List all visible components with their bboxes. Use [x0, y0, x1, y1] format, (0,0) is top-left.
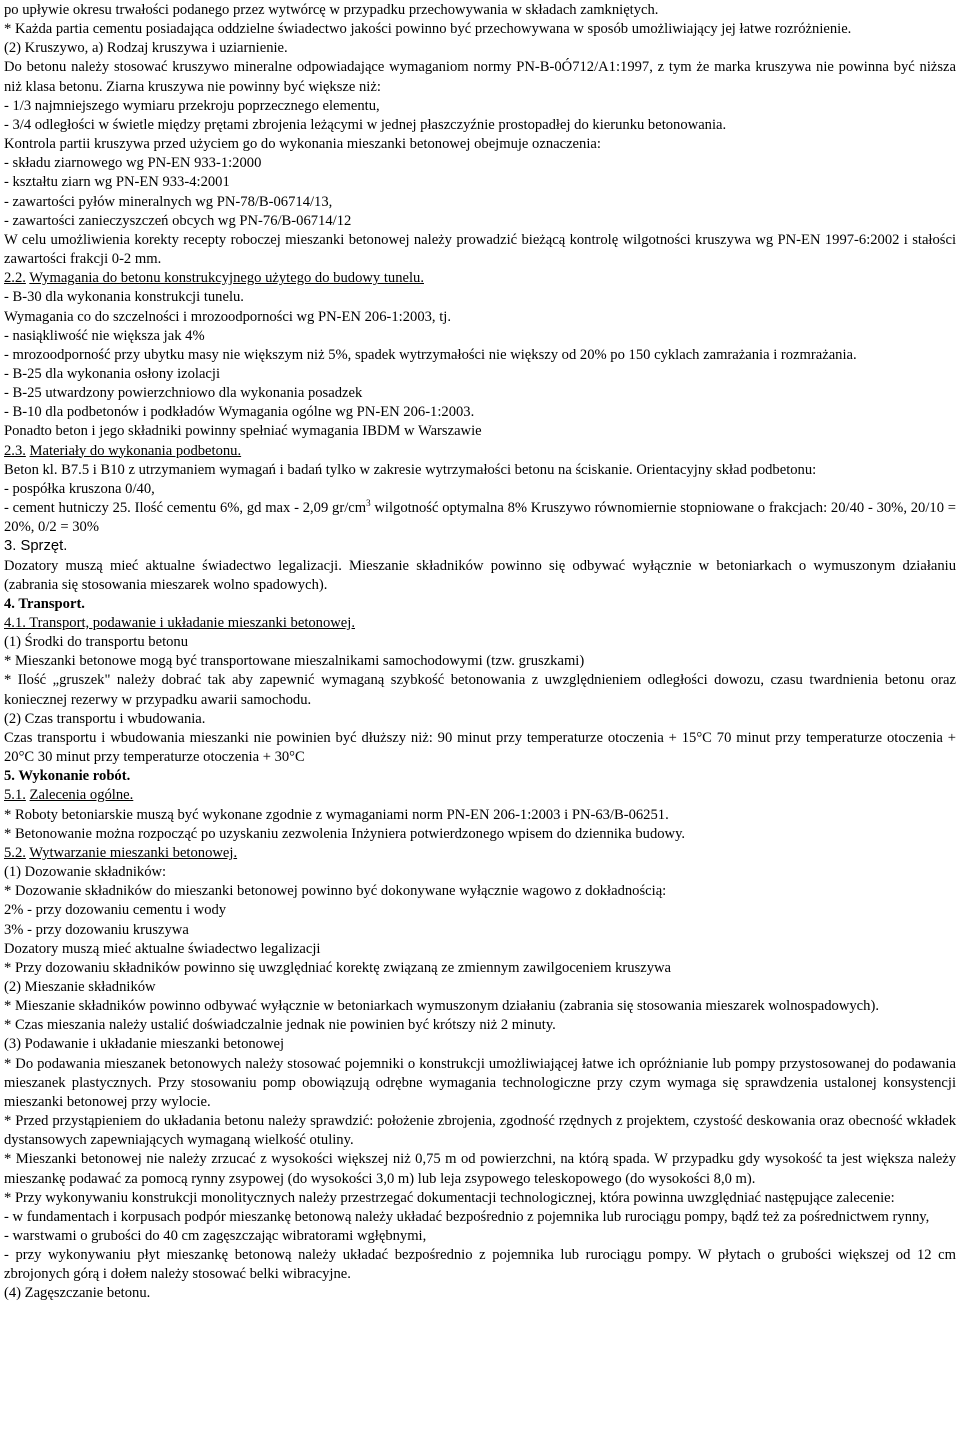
section-heading: (2) Kruszywo, a) Rodzaj kruszywa i uziarnienie.: [4, 40, 288, 57]
subheading: (2) Mieszanie składników: [4, 978, 156, 995]
text-fragment: wilgotność optymalna 8% Kruszywo równomiernie stopniowane o frakcjach: 20/40 - 30%, 20/10 = 20%, 0/2 = 30%: [4, 500, 957, 536]
subheading: (2) Czas transportu i wbudowania.: [4, 710, 206, 727]
list-item: * Czas mieszania należy ustalić doświadczalnie jednak nie powinien być krótszy niż 2 minuty.: [4, 1017, 556, 1034]
section-heading-2-2: [4, 269, 956, 288]
list-item: - nasiąkliwość nie większa jak 4%: [4, 327, 205, 344]
list-item: * Roboty betoniarskie muszą być wykonane zgodnie z wymaganiami norm PN-EN 206-1:2003 i PN-63/B-06251.: [4, 806, 669, 823]
paragraph: Czas transportu i wbudowania mieszanki nie powinien być dłuższy niż: 90 minut przy temperaturze otoczenia + 15°C 70 minut przy temperaturze otoczenia + 20°C 30 minut przy temperaturze otoczenia + 30°C: [4, 729, 956, 766]
list-item: - składu ziarnowego wg PN-EN 933-1:2000: [4, 155, 262, 172]
section-number: 5.2.: [4, 844, 26, 861]
subheading: (4) Zagęszczanie betonu.: [4, 1285, 151, 1302]
list-item: * Przy wykonywaniu konstrukcji monolitycznych należy przestrzegać dokumentacji technologicznej, która powinna uwzględniać następujące zalecenie:: [4, 1189, 895, 1206]
list-item: [4, 499, 956, 537]
list-item: - B-25 utwardzony powierzchniowo dla wykonania posadzek: [4, 385, 363, 402]
paragraph: Do betonu należy stosować kruszywo mineralne odpowiadające wymaganiom normy PN-B-0Ó712/A1:1997, z tym że marka kruszywa nie powinna być niższa niż klasa betonu. Ziarna kruszywa nie powinny być większe niż:: [4, 59, 956, 95]
list-item: * Ilość „gruszek" należy dobrać tak aby zapewnić wymaganą szybkość betonowania z uwzględnieniem odległości dowozu, czasu twardnienia betonu oraz koniecznej rezerwy w przypadku awarii samochodu.: [4, 672, 956, 708]
paragraph: Ponadto beton i jego składniki powinny spełniać wymagania IBDM w Warszawie: [4, 423, 482, 440]
section-heading-4-1: 4.1. Transport, podawanie i układanie mieszanki betonowej.: [4, 615, 355, 631]
text-fragment: - cement hutniczy 25. Ilość cementu 6%, gd max - 2,09 gr/cm: [4, 500, 367, 517]
paragraph: W celu umożliwienia korekty recepty roboczej mieszanki betonowej należy prowadzić bieżącą kontrolę wilgotności kruszywa wg PN-EN 1997-6:2002 i stałości zawartości frakcji 0-2 mm.: [4, 231, 956, 268]
section-heading-2-3: [4, 442, 956, 461]
list-item: * Mieszanki betonowej nie należy zrzucać z wysokości większej niż 0,75 m od powierzchni, na którą spada. W przypadku gdy wysokość ta jest większa należy mieszankę podawać za pomocą rynny zsypowej (do wysokości 3,0 m) lub leja zsypowego teleskopowego (do wysokości 8,0 m).: [4, 1151, 956, 1187]
list-item: - zawartości pyłów mineralnych wg PN-78/B-06714/13,: [4, 193, 333, 210]
list-item: - warstwami o grubości do 40 cm zagęszczając wibratorami wgłębnymi,: [4, 1228, 427, 1244]
section-heading-5-2: [4, 844, 956, 863]
text-line: 3% - przy dozowaniu kruszywa: [4, 921, 189, 938]
section-heading-5-1: [4, 786, 956, 805]
list-item: * Przy dozowaniu składników powinno się uwzględniać korektę związaną ze zmiennym zawilgoceniem kruszywa: [4, 959, 672, 976]
list-item: * Przed przystąpieniem do układania betonu należy sprawdzić: położenie zbrojenia, zgodność rzędnych z projektem, czystość deskowania oraz obecność wkładek dystansowych zapewniających wymaganą wielkość otuliny.: [4, 1113, 956, 1149]
section-number: 2.2.: [4, 270, 26, 287]
section-title: Wytwarzanie mieszanki betonowej.: [29, 844, 238, 861]
section-number: 2.3.: [4, 442, 26, 459]
subheading: (3) Podawanie i układanie mieszanki betonowej: [4, 1036, 285, 1053]
text-line: Dozatory muszą mieć aktualne świadectwo legalizacji: [4, 940, 321, 957]
superscript: 3: [366, 498, 371, 509]
paragraph: Dozatory muszą mieć aktualne świadectwo legalizacji. Mieszanie składników powinno się odbywać wyłącznie w betoniarkach o wymuszonym działaniu (zabrania się stosowania mieszarek wolno spadowych).: [4, 557, 956, 593]
section-number: 5.1.: [4, 787, 26, 804]
section-heading-4: 4. Transport.: [4, 595, 85, 612]
list-item: * Do podawania mieszanek betonowych należy stosować pojemniki o konstrukcji umożliwiającej łatwe ich opróżnianie lub pompy przystosowanej do podawania mieszanek plastycznych. Przy stosowaniu pomp obowiązują odrębne wymagania technologiczne przy czym wymaga się sprawdzenia ustalonej konsystencji mieszanki betonowej przy wylocie.: [4, 1055, 956, 1110]
section-heading-5: 5. Wykonanie robót.: [4, 768, 131, 785]
section-title: Zalecenia ogólne.: [29, 787, 134, 804]
list-item: * Dozowanie składników do mieszanki betonowej powinno być dokonywane wyłącznie wagowo z dokładnością:: [4, 883, 667, 900]
list-item: - 3/4 odległości w świetle między prętami zbrojenia leżącymi w jednej płaszczyźnie prostopadłej do kierunku betonowania.: [4, 116, 727, 133]
list-item: - przy wykonywaniu płyt mieszankę betonową należy układać bezpośrednio z pojemnika lub rurociągu pompy. W płytach o grubości większej od 12 cm zbrojonych górą i dołem należy stosować belki wibracyjne.: [4, 1247, 956, 1283]
list-item: - pospółka kruszona 0/40,: [4, 480, 155, 497]
list-item: - B-25 dla wykonania osłony izolacji: [4, 365, 221, 382]
list-item: - w fundamentach i korpusach podpór mieszankę betonową należy układać bezpośrednio z pojemnika lub rurociągu pompy, bądź też za pośrednictwem rynny,: [4, 1208, 930, 1225]
list-item: * Mieszanie składników powinno odbywać wyłącznie w betoniarkach wymuszonym działaniu (zabrania się stosowania mieszarek wolnospadowych).: [4, 998, 879, 1015]
subheading: (1) Środki do transportu betonu: [4, 634, 189, 651]
list-item: * Betonowanie można rozpocząć po uzyskaniu zezwolenia Inżyniera potwierdzonego wpisem do dziennika budowy.: [4, 825, 686, 842]
paragraph: Beton kl. B7.5 i B10 z utrzymaniem wymagań i badań tylko w zakresie wytrzymałości betonu na ściskanie. Orientacyjny skład podbetonu:: [4, 461, 817, 478]
paragraph: Wymagania co do szczelności i mrozoodporności wg PN-EN 206-1:2003, tj.: [4, 308, 451, 325]
section-heading-3: 3. Sprzęt.: [4, 538, 68, 555]
list-item: * Mieszanki betonowe mogą być transportowane mieszalnikami samochodowymi (tzw. gruszkami): [4, 653, 585, 670]
list-item: - B-30 dla wykonania konstrukcji tunelu.: [4, 289, 244, 306]
section-title: Wymagania do betonu konstrukcyjnego użytego do budowy tunelu.: [29, 270, 424, 287]
section-title: Materiały do wykonania podbetonu.: [29, 442, 242, 459]
subheading: (1) Dozowanie składników:: [4, 864, 167, 881]
text-line: * Każda partia cementu posiadająca oddzielne świadectwo jakości powinno być przechowywana w sposób umożliwiający jej łatwe rozróżnienie.: [4, 21, 852, 38]
text-line: 2% - przy dozowaniu cementu i wody: [4, 902, 227, 919]
text-line: po upływie okresu trwałości podanego przez wytwórcę w przypadku przechowywania w składach zamkniętych.: [4, 2, 659, 18]
list-item: - kształtu ziarn wg PN-EN 933-4:2001: [4, 174, 230, 191]
list-item: - 1/3 najmniejszego wymiaru przekroju poprzecznego elementu,: [4, 97, 380, 114]
list-item: - zawartości zanieczyszczeń obcych wg PN-76/B-06714/12: [4, 212, 352, 229]
list-item: - B-10 dla podbetonów i podkładów Wymagania ogólne wg PN-EN 206-1:2003.: [4, 404, 475, 421]
list-item: - mrozoodporność przy ubytku masy nie większym niż 5%, spadek wytrzymałości nie większy od 20% po 150 cyklach zamrażania i rozmrażania.: [4, 346, 857, 363]
paragraph: Kontrola partii kruszywa przed użyciem go do wykonania mieszanki betonowej obejmuje oznaczenia:: [4, 136, 601, 153]
